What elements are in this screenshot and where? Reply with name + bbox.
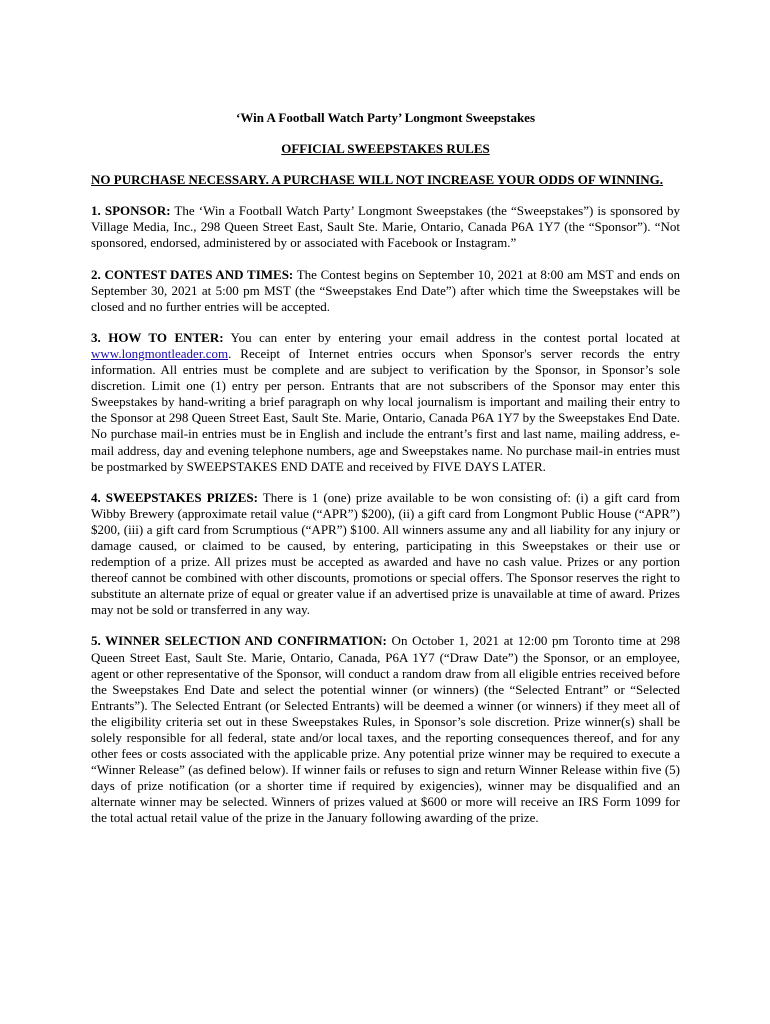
section-body: The Contest begins on September 10, 2021 at 8:00 am MST and ends on September 30, 2021 at 5:00 pm MST (the “Sweepstakes End Date”) after which time the Sweepstakes will be closed and no further entries will be accepted. (91, 266, 680, 314)
section-contest-dates (91, 267, 680, 315)
document-subtitle: OFFICIAL SWEEPSTAKES RULES (281, 141, 490, 157)
section-heading: 3. HOW TO ENTER: (91, 329, 224, 345)
section-heading: 1. SPONSOR: (91, 203, 171, 219)
purchase-notice: NO PURCHASE NECESSARY. A PURCHASE WILL NOT INCREASE YOUR ODDS OF WINNING. (91, 172, 664, 188)
longmont-leader-link[interactable]: www.longmontleader.com (91, 345, 229, 361)
section-heading: 4. SWEEPSTAKES PRIZES: (91, 489, 258, 505)
section-sponsor (91, 203, 680, 251)
section-body: On October 1, 2021 at 12:00 pm Toronto time at 298 Queen Street East, Sault Ste. Marie, Ontario, Canada, P6A 1Y7 (“Draw Date”) the Sponsor, or an employee, agent or other representative of the Sponsor, will conduct a random draw from all eligible entries received before the Sweepstakes End Date and select the potential winner (or winners) (the “Selected Entrant” or “Selected Entrants”). The Selected Entrant (or Selected Entrants) will be deemed a winner (or winners) if they meet all of the eligibility criteria set out in these Sweepstakes Rules, in Sponsor’s sole discretion. Prize winner(s) shall be solely responsible for all federal, state and/or local taxes, and the reporting consequences thereof, and for any other fees or costs associated with the applicable prize. Any potential prize winner may be required to execute a “Winner Release” (as defined below). If winner fails or refuses to sign and return Winner Release within five (5) days of prize notification (or a shorter time if required by exigencies), winner may be disqualified and an alternate winner may be selected. Winners of prizes valued at $600 or more will receive an IRS Form 1099 for the total actual retail value of the prize in the January following awarding of the prize. (91, 633, 680, 826)
section-prizes (91, 490, 680, 619)
section-body: There is 1 (one) prize available to be won consisting of: (i) a gift card from Wibby Brewery (approximate retail value (“APR”) $200), (ii) a gift card from Longmont Public House (“APR”) $200, (iii) a gift card from Scrumptious (“APR”) $100. All winners assume any and all liability for any injury or damage caused, or claimed to be caused, by entering, participating in this Sweepstakes or their use or redemption of a prize. All prizes must be accepted as awarded and have no cash value. Prizes or any portion thereof cannot be combined with other discounts, promotions or special offers. The Sponsor reserves the right to substitute an alternate prize of equal or greater value if an advertised prize is unavailable at time of award. Prizes may not be sold or transferred in any way. (91, 489, 680, 618)
section-body: . Receipt of Internet entries occurs when Sponsor's server records the entry information. All entries must be complete and are subject to verification by the Sponsor, in Sponsor’s sole discretion. Limit one (1) entry per person. Entrants that are not subscribers of the Sponsor may enter this Sweepstakes by hand-writing a brief paragraph on why local journalism is important and mailing their entry to the Sponsor at 298 Queen Street East, Sault Ste. Marie, Ontario, Canada P6A 1Y7 by the Sweepstakes End Date. No purchase mail-in entries must be in English and include the entrant’s first and last name, mailing address, e-mail address, day and evening telephone numbers, age and Sweepstakes name. No purchase mail-in entries must be postmarked by SWEEPSTAKES END DATE and received by FIVE DAYS LATER. (91, 345, 680, 474)
section-winner-selection (91, 633, 680, 826)
section-body: The ‘Win a Football Watch Party’ Longmont Sweepstakes (the “Sweepstakes”) is sponsored by Village Media, Inc., 298 Queen Street East, Sault Ste. Marie, Ontario, Canada P6A 1Y7 (the “Sponsor”). “Not sponsored, endorsed, administered by or associated with Facebook or Instagram.” (91, 203, 680, 251)
document-title: ‘Win A Football Watch Party’ Longmont Sweepstakes (235, 110, 536, 125)
section-heading: 2. CONTEST DATES AND TIMES: (91, 266, 294, 282)
document-page (91, 110, 680, 842)
section-heading: 5. WINNER SELECTION AND CONFIRMATION: (91, 633, 387, 649)
section-how-to-enter (91, 330, 680, 475)
section-body: You can enter by entering your email address in the contest portal located at (223, 329, 680, 345)
